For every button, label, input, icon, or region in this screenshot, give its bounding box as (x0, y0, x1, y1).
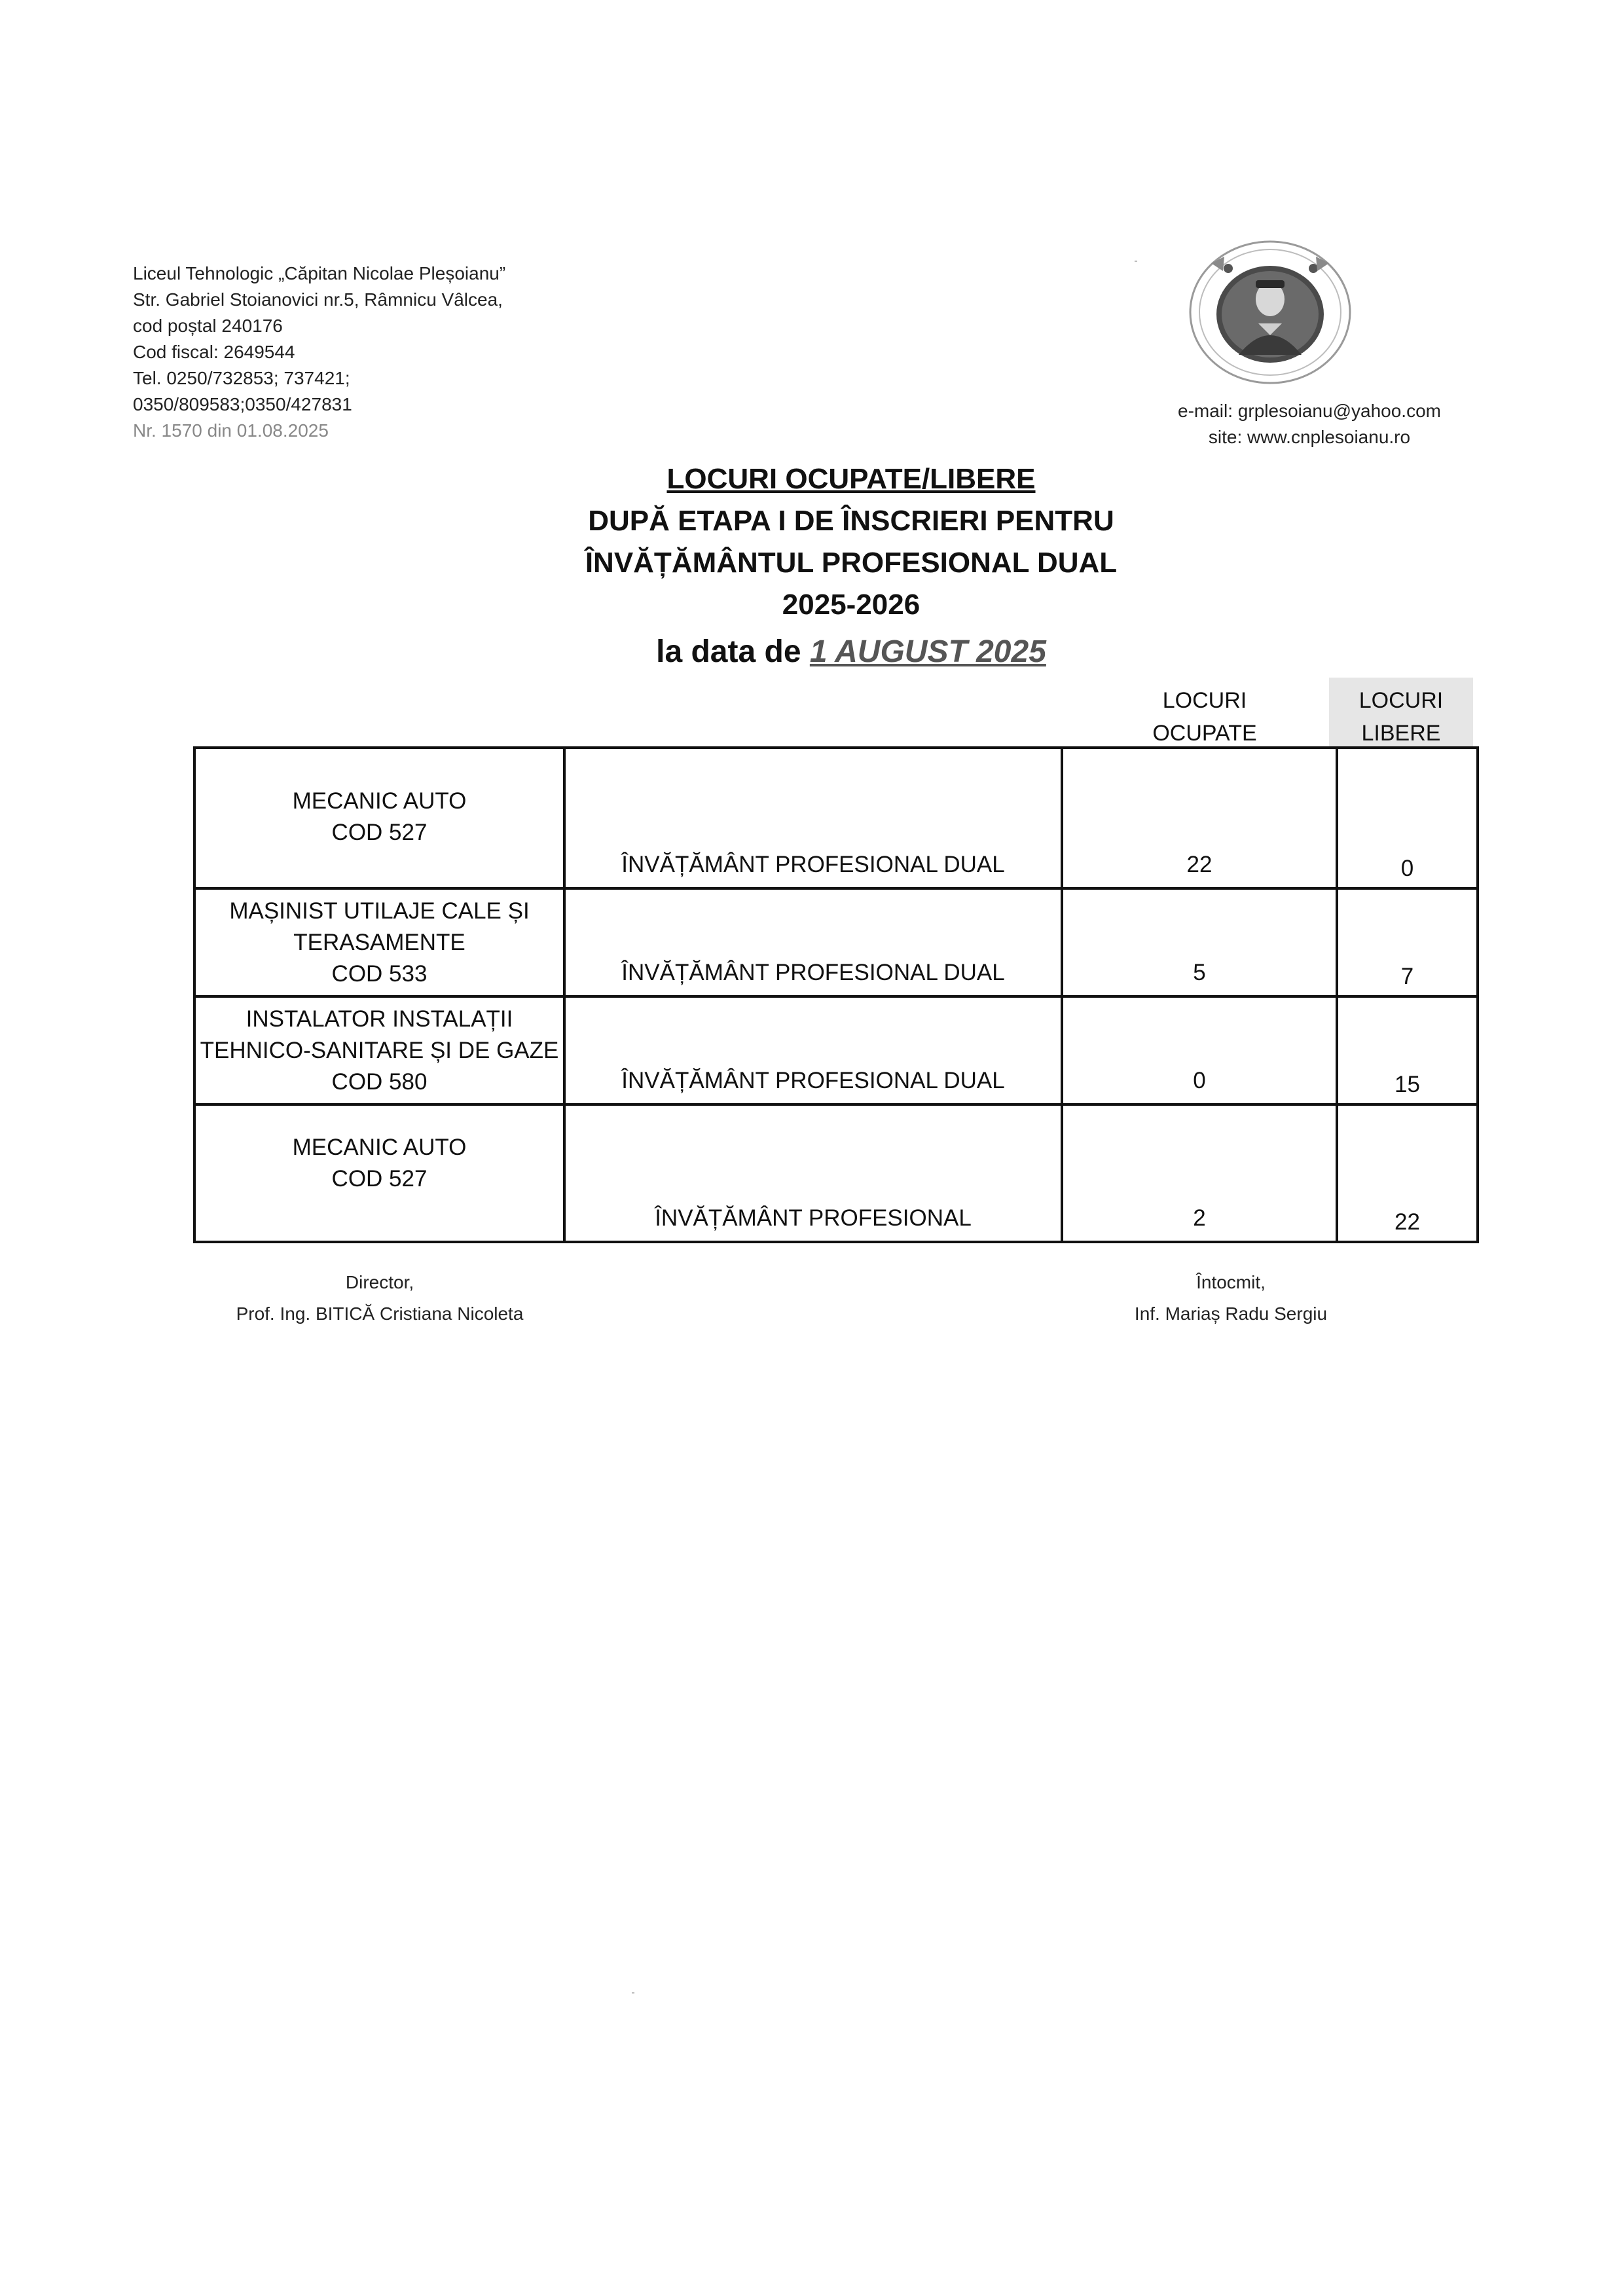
school-fiscal-code: Cod fiscal: 2649544 (133, 342, 295, 362)
title-line-1: LOCURI OCUPATE/LIBERE (666, 463, 1036, 495)
table-row (194, 888, 1478, 996)
contact-email: e-mail: grplesoianu@yahoo.com (1178, 401, 1441, 421)
education-form-cell: ÎNVĂȚĂMÂNT PROFESIONAL DUAL (564, 748, 1062, 888)
signature-director (196, 1267, 563, 1330)
specialization-line: MAȘINIST UTILAJE CALE ȘI (229, 898, 530, 924)
title-line-3: ÎNVĂȚĂMÂNTUL PROFESIONAL DUAL (585, 547, 1118, 579)
school-address: Str. Gabriel Stoianovici nr.5, Râmnicu Vâlcea, (133, 289, 503, 310)
column-header-free-line-2: LIBERE (1361, 721, 1441, 746)
contact-site: site: www.cnplesoianu.ro (1208, 427, 1411, 447)
table-row (194, 996, 1478, 1104)
specialization-cell (194, 996, 564, 1104)
specialization-code: COD 533 (331, 960, 428, 987)
school-seal-icon (1185, 237, 1355, 388)
specialization-cell (194, 748, 564, 888)
free-places-cell: 7 (1337, 888, 1478, 996)
occupied-places-cell: 0 (1062, 996, 1337, 1104)
signature-name: Inf. Mariaș Radu Sergiu (1134, 1303, 1328, 1324)
column-header-free-line-1: LOCURI (1359, 688, 1444, 713)
occupied-places-cell: 22 (1062, 748, 1337, 888)
specialization-line: TERASAMENTE (293, 929, 465, 955)
column-header-occupied-line-1: LOCURI (1162, 688, 1247, 713)
specialization-line: MECANIC AUTO (292, 788, 467, 814)
title-line-4: 2025-2026 (782, 589, 921, 621)
specialization-cell (194, 888, 564, 996)
specialization-line: MECANIC AUTO (292, 1135, 467, 1160)
free-places-cell: 15 (1337, 996, 1478, 1104)
school-name: Liceul Tehnologic „Căpitan Nicolae Pleșoianu” (133, 263, 506, 283)
specialization-code: COD 580 (331, 1068, 428, 1095)
occupied-places-cell: 2 (1062, 1104, 1337, 1242)
places-table (193, 746, 1479, 1243)
signature-name: Prof. Ing. BITICĂ Cristiana Nicoleta (236, 1303, 524, 1324)
column-header-occupied (1074, 684, 1336, 750)
free-places-cell: 0 (1337, 748, 1478, 888)
education-form-cell: ÎNVĂȚĂMÂNT PROFESIONAL (564, 1104, 1062, 1242)
date-value: 1 AUGUST 2025 (809, 634, 1046, 669)
title-line-2: DUPĂ ETAPA I DE ÎNSCRIERI PENTRU (588, 505, 1114, 537)
table-row (194, 748, 1478, 888)
registration-number: Nr. 1570 din 01.08.2025 (133, 420, 329, 441)
scan-speck (632, 1992, 634, 1994)
school-postal-code: cod poștal 240176 (133, 316, 283, 336)
school-header (133, 261, 591, 444)
document-title (458, 458, 1244, 676)
specialization-cell (194, 1104, 564, 1242)
signature-role: Întocmit, (1196, 1272, 1266, 1292)
specialization-code: COD 527 (331, 820, 428, 845)
education-form-cell: ÎNVĂȚĂMÂNT PROFESIONAL DUAL (564, 996, 1062, 1104)
school-phone-1: Tel. 0250/732853; 737421; (133, 368, 350, 388)
table-row (194, 1104, 1478, 1242)
education-form-cell: ÎNVĂȚĂMÂNT PROFESIONAL DUAL (564, 888, 1062, 996)
column-header-occupied-line-2: OCUPATE (1152, 721, 1257, 746)
title-date-line (458, 629, 1244, 676)
specialization-line: INSTALATOR INSTALAȚII (246, 1006, 513, 1032)
occupied-places-cell: 5 (1062, 888, 1337, 996)
free-places-cell: 22 (1337, 1104, 1478, 1242)
signature-role: Director, (345, 1272, 414, 1292)
date-prefix: la data de (656, 634, 810, 669)
school-phone-2: 0350/809583;0350/427831 (133, 394, 352, 414)
signature-author (1048, 1267, 1414, 1330)
specialization-line: TEHNICO-SANITARE ȘI DE GAZE (200, 1037, 559, 1063)
specialization-code: COD 527 (331, 1166, 428, 1192)
column-header-free (1329, 678, 1473, 750)
contact-block (1074, 398, 1545, 450)
scan-speck (1135, 261, 1137, 262)
